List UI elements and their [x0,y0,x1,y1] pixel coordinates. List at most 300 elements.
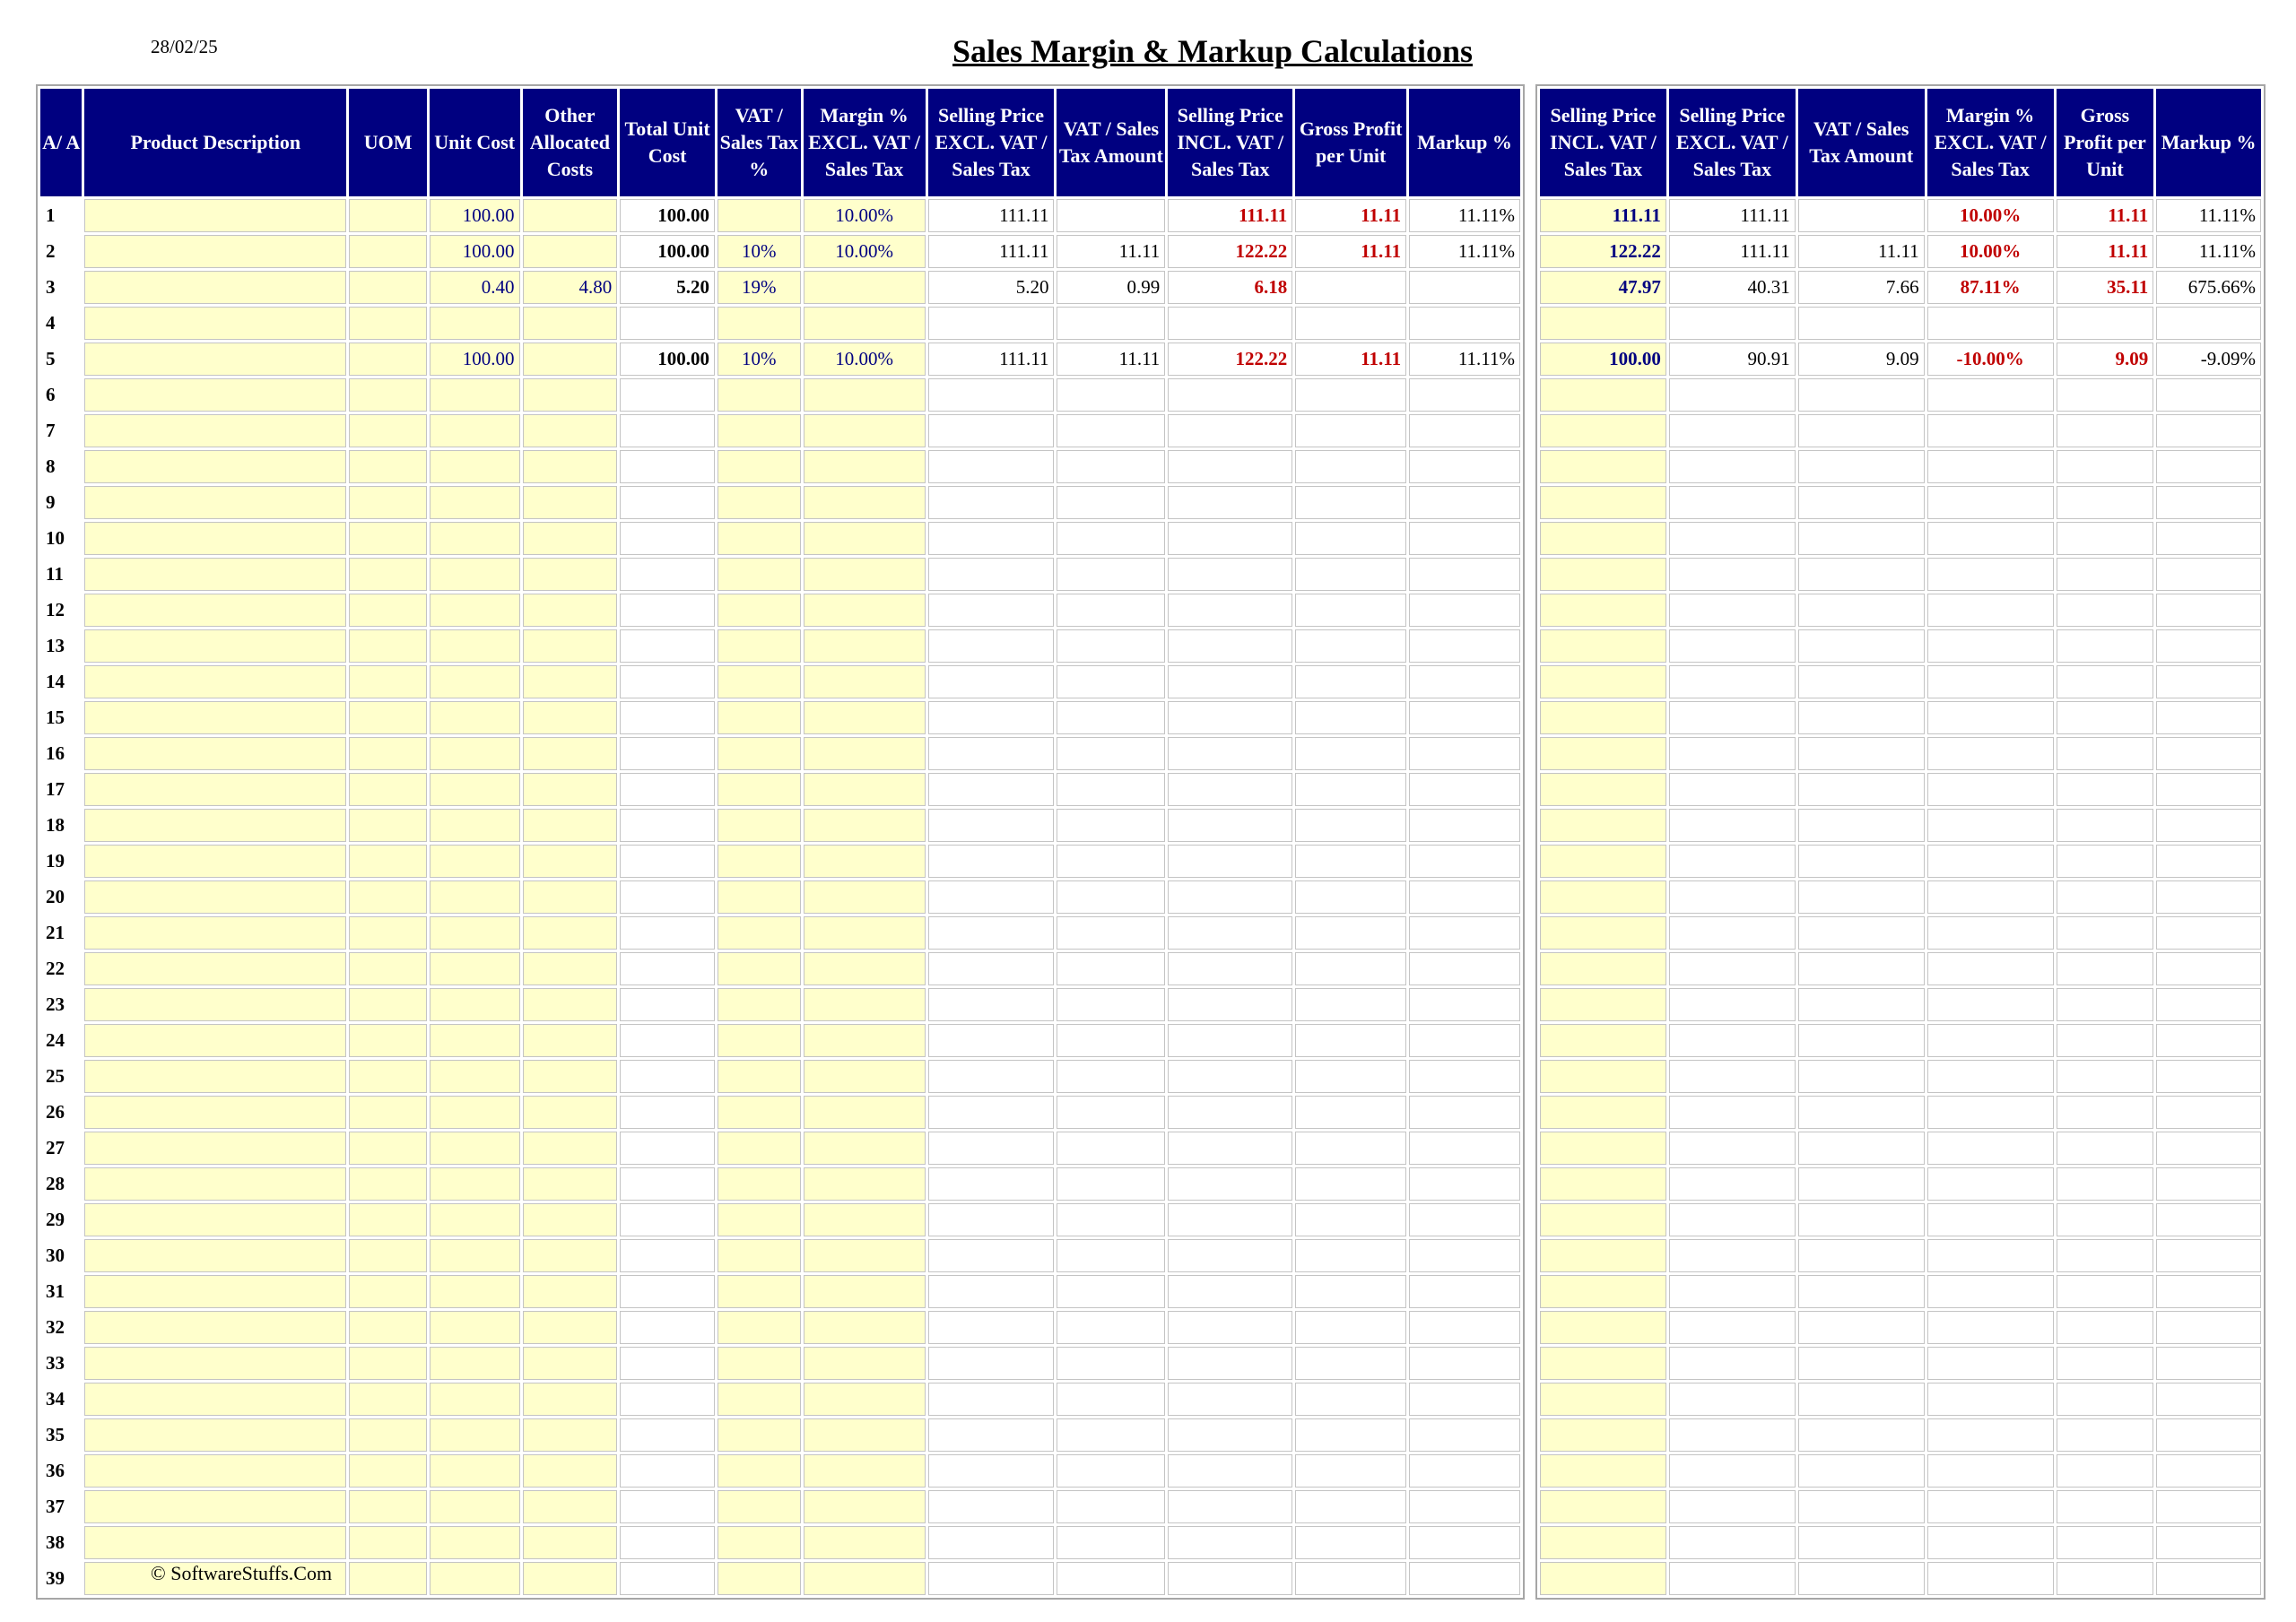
left-cell-desc[interactable] [84,916,346,950]
left-cell-vat-pct[interactable] [718,629,801,663]
left-cell-margin[interactable]: 10.00% [804,343,926,376]
left-cell-vat-pct[interactable] [718,701,801,734]
left-cell-markup [1409,629,1520,663]
left-cell-other[interactable] [523,594,618,627]
left-cell-desc[interactable] [84,378,346,412]
left-table-row [40,522,1520,555]
left-cell-vat-pct[interactable] [718,450,801,483]
right-cell-r-sp-incl[interactable] [1540,988,1666,1021]
left-cell-desc[interactable] [84,1454,346,1488]
left-cell-other[interactable] [523,845,618,878]
left-cell-unit-cost[interactable] [430,952,520,985]
left-cell-n: 28 [46,1173,65,1194]
left-cell-vat-pct[interactable] [718,1347,801,1380]
left-cell-desc[interactable] [84,1132,346,1165]
left-cell-uom[interactable] [349,1311,427,1344]
left-cell-desc[interactable] [84,1311,346,1344]
left-cell-uom[interactable] [349,737,427,770]
left-cell-n: 14 [46,671,65,692]
right-cell-r-sp-incl[interactable] [1540,1096,1666,1129]
left-cell-vat-pct[interactable] [718,1167,801,1201]
left-cell-other[interactable] [523,1203,618,1236]
left-cell-margin[interactable] [804,450,926,483]
left-cell-margin[interactable] [804,1203,926,1236]
left-cell-other[interactable] [523,307,618,340]
right-cell-r-sp-incl[interactable] [1540,809,1666,842]
left-cell-unit-cost[interactable] [430,1383,520,1416]
right-table-row [1540,1096,2261,1129]
left-cell-desc[interactable] [84,450,346,483]
left-cell-vat-pct[interactable] [718,809,801,842]
left-cell-uom[interactable] [349,486,427,519]
left-cell-unit-cost[interactable] [430,701,520,734]
left-cell-other[interactable] [523,1024,618,1057]
right-cell-r-sp-incl[interactable] [1540,307,1666,340]
left-cell-margin[interactable] [804,1096,926,1129]
left-cell-other[interactable] [523,1275,618,1308]
left-cell-vat-pct[interactable] [718,880,801,914]
right-cell-r-sp-incl[interactable] [1540,1275,1666,1308]
left-cell-vat-pct[interactable] [718,988,801,1021]
right-cell-r-sp-incl[interactable] [1540,1203,1666,1236]
left-cell-margin[interactable] [804,1311,926,1344]
left-cell-uom[interactable] [349,594,427,627]
right-cell-r-sp-incl[interactable] [1540,1526,1666,1559]
left-cell-other[interactable] [523,1562,618,1595]
left-cell-other[interactable] [523,522,618,555]
left-cell-margin[interactable] [804,1275,926,1308]
left-cell-margin[interactable] [804,1132,926,1165]
right-cell-r-sp-incl[interactable] [1540,629,1666,663]
left-cell-other[interactable] [523,343,618,376]
left-cell-uom[interactable] [349,988,427,1021]
left-cell-vat-pct[interactable] [718,916,801,950]
left-cell-margin[interactable] [804,1526,926,1559]
left-cell-uom[interactable] [349,1203,427,1236]
left-cell-unit-cost[interactable] [430,1562,520,1595]
right-cell-r-sp-incl[interactable]: 111.11 [1540,199,1666,232]
left-cell-unit-cost[interactable] [430,1490,520,1523]
left-cell-uom[interactable] [349,809,427,842]
left-cell-other[interactable] [523,1383,618,1416]
left-cell-unit-cost[interactable] [430,737,520,770]
left-cell-uom[interactable] [349,1167,427,1201]
left-cell-margin[interactable]: 10.00% [804,235,926,268]
left-cell-uom[interactable] [349,1096,427,1129]
left-cell-other[interactable] [523,988,618,1021]
left-cell-margin[interactable] [804,880,926,914]
left-cell-unit-cost[interactable] [430,522,520,555]
left-cell-unit-cost[interactable] [430,307,520,340]
left-cell-uom[interactable] [349,1239,427,1272]
right-cell-r-sp-incl[interactable] [1540,450,1666,483]
right-table-row [1540,1060,2261,1093]
left-cell-unit-cost[interactable] [430,1347,520,1380]
left-cell-vat-amt [1057,916,1165,950]
right-table-row [1540,988,2261,1021]
right-cell-r-sp-incl[interactable] [1540,880,1666,914]
left-cell-margin[interactable] [804,916,926,950]
right-cell-r-sp-incl[interactable] [1540,1024,1666,1057]
left-cell-unit-cost[interactable] [430,916,520,950]
left-cell-desc[interactable] [84,1347,346,1380]
left-cell-uom[interactable] [349,558,427,591]
left-cell-desc[interactable] [84,1024,346,1057]
right-cell-r-markup [2156,1383,2261,1416]
left-cell-vat-amt [1057,594,1165,627]
left-cell-vat-pct[interactable] [718,199,801,232]
left-cell-sp-excl [928,988,1055,1021]
left-cell-desc[interactable] [84,880,346,914]
left-cell-margin[interactable] [804,1383,926,1416]
left-cell-margin[interactable] [804,665,926,698]
left-table-row [40,1132,1520,1165]
left-cell-desc[interactable] [84,235,346,268]
left-cell-uom[interactable] [349,307,427,340]
left-cell-other[interactable] [523,809,618,842]
left-cell-uom[interactable] [349,1132,427,1165]
left-cell-unit-cost[interactable] [430,1060,520,1093]
left-cell-uom[interactable] [349,1490,427,1523]
right-cell-r-sp-incl[interactable] [1540,594,1666,627]
right-cell-r-sp-incl[interactable] [1540,1562,1666,1595]
right-cell-r-sp-incl[interactable]: 122.22 [1540,235,1666,268]
left-cell-margin[interactable]: 10.00% [804,199,926,232]
left-cell-unit-cost[interactable] [430,1454,520,1488]
left-cell-unit-cost[interactable]: 0.40 [430,271,520,304]
left-cell-other[interactable] [523,235,618,268]
right-cell-r-sp-incl[interactable] [1540,1167,1666,1201]
right-cell-r-sp-incl[interactable] [1540,1490,1666,1523]
left-cell-unit-cost[interactable] [430,1203,520,1236]
left-cell-vat-pct[interactable] [718,773,801,806]
left-cell-vat-pct[interactable] [718,1060,801,1093]
left-cell-margin[interactable] [804,845,926,878]
right-cell-r-margin [1927,1060,2054,1093]
left-cell-margin[interactable] [804,952,926,985]
left-cell-uom[interactable] [349,522,427,555]
left-cell-vat-pct[interactable] [718,1096,801,1129]
left-cell-sp-excl [928,629,1055,663]
left-cell-other[interactable] [523,199,618,232]
left-cell-vat-pct[interactable] [718,1526,801,1559]
left-cell-desc[interactable] [84,1096,346,1129]
left-cell-other[interactable] [523,665,618,698]
left-cell-unit-cost[interactable] [430,1526,520,1559]
left-cell-desc[interactable] [84,1490,346,1523]
left-cell-vat-pct[interactable] [718,1490,801,1523]
left-cell-sp-excl [928,1347,1055,1380]
left-cell-desc[interactable] [84,1418,346,1452]
left-cell-other[interactable] [523,916,618,950]
right-cell-r-sp-incl[interactable]: 47.97 [1540,271,1666,304]
left-cell-vat-pct[interactable]: 10% [718,235,801,268]
left-cell-desc[interactable] [84,307,346,340]
left-cell-vat-pct[interactable] [718,558,801,591]
left-cell-uom[interactable] [349,629,427,663]
right-cell-r-sp-incl[interactable] [1540,845,1666,878]
right-cell-r-sp-excl [1669,737,1796,770]
left-cell-desc[interactable] [84,1239,346,1272]
left-cell-unit-cost[interactable] [430,880,520,914]
left-cell-desc[interactable] [84,558,346,591]
left-cell-desc[interactable] [84,271,346,304]
left-cell-uom[interactable] [349,414,427,447]
right-cell-r-sp-incl[interactable] [1540,1383,1666,1416]
right-cell-r-sp-incl[interactable]: 100.00 [1540,343,1666,376]
left-cell-desc[interactable] [84,343,346,376]
right-cell-r-vat-amt [1798,450,1925,483]
left-cell-uom[interactable] [349,199,427,232]
left-cell-margin[interactable] [804,1167,926,1201]
left-cell-n: 9 [46,491,56,513]
left-cell-desc[interactable] [84,988,346,1021]
left-cell-margin[interactable] [804,1060,926,1093]
right-cell-r-sp-incl[interactable] [1540,558,1666,591]
left-cell-margin[interactable] [804,1418,926,1452]
left-cell-desc[interactable] [84,952,346,985]
right-cell-r-sp-incl[interactable] [1540,1060,1666,1093]
left-cell-margin[interactable] [804,1490,926,1523]
left-cell-desc[interactable] [84,199,346,232]
left-cell-unit-cost[interactable] [430,558,520,591]
left-cell-vat-pct[interactable] [718,845,801,878]
left-cell-unit-cost[interactable] [430,1132,520,1165]
left-cell-desc[interactable] [84,594,346,627]
left-cell-vat-pct[interactable] [718,522,801,555]
right-cell-r-sp-incl[interactable] [1540,773,1666,806]
left-cell-uom[interactable] [349,378,427,412]
left-cell-vat-pct[interactable]: 19% [718,271,801,304]
left-cell-margin[interactable] [804,271,926,304]
left-cell-margin[interactable] [804,809,926,842]
left-cell-other[interactable] [523,1418,618,1452]
left-cell-uom[interactable] [349,845,427,878]
left-cell-vat-pct[interactable] [718,378,801,412]
left-cell-uom[interactable] [349,235,427,268]
left-cell-unit-cost[interactable] [430,378,520,412]
left-cell-total [620,1132,715,1165]
left-cell-uom[interactable] [349,1024,427,1057]
left-cell-vat-pct[interactable] [718,1132,801,1165]
left-cell-n: 33 [46,1352,65,1374]
left-cell-gp [1295,773,1406,806]
left-cell-desc[interactable] [84,414,346,447]
left-cell-unit-cost[interactable] [430,1024,520,1057]
left-cell-unit-cost[interactable] [430,988,520,1021]
left-cell-unit-cost[interactable] [430,665,520,698]
left-cell-vat-pct[interactable] [718,307,801,340]
left-cell-other[interactable] [523,1347,618,1380]
right-cell-r-sp-incl[interactable] [1540,701,1666,734]
left-cell-uom[interactable] [349,665,427,698]
left-cell-desc[interactable] [84,737,346,770]
left-cell-margin[interactable] [804,486,926,519]
left-cell-other[interactable] [523,1490,618,1523]
left-cell-other[interactable] [523,414,618,447]
right-cell-r-gp [2057,1024,2154,1057]
left-cell-unit-cost[interactable] [430,414,520,447]
left-cell-unit-cost[interactable] [430,1418,520,1452]
left-cell-unit-cost[interactable] [430,809,520,842]
left-cell-unit-cost[interactable] [430,629,520,663]
left-cell-uom[interactable] [349,952,427,985]
left-cell-desc[interactable] [84,1060,346,1093]
left-cell-unit-cost[interactable] [430,1239,520,1272]
left-cell-desc[interactable] [84,1203,346,1236]
left-cell-uom[interactable] [349,1454,427,1488]
left-cell-margin[interactable] [804,594,926,627]
left-cell-vat-pct[interactable] [718,486,801,519]
right-cell-r-sp-incl[interactable] [1540,1454,1666,1488]
left-cell-vat-pct[interactable] [718,737,801,770]
left-cell-unit-cost[interactable] [430,845,520,878]
left-cell-margin[interactable] [804,773,926,806]
left-cell-unit-cost[interactable] [430,450,520,483]
left-cell-unit-cost[interactable]: 100.00 [430,235,520,268]
right-cell-r-sp-incl[interactable] [1540,1418,1666,1452]
left-cell-uom[interactable] [349,916,427,950]
left-cell-vat-pct[interactable] [718,952,801,985]
right-cell-r-margin [1927,594,2054,627]
right-cell-r-sp-incl[interactable] [1540,916,1666,950]
left-cell-uom[interactable] [349,1275,427,1308]
left-cell-unit-cost[interactable] [430,1096,520,1129]
left-cell-vat-pct[interactable] [718,1562,801,1595]
right-cell-r-sp-incl[interactable] [1540,737,1666,770]
left-cell-other[interactable] [523,737,618,770]
left-cell-other[interactable] [523,1454,618,1488]
left-cell-unit-cost[interactable] [430,1311,520,1344]
left-cell-other[interactable] [523,773,618,806]
left-cell-margin[interactable] [804,558,926,591]
left-cell-unit-cost[interactable] [430,1275,520,1308]
left-cell-vat-pct[interactable] [718,414,801,447]
right-cell-r-margin [1927,522,2054,555]
left-cell-uom[interactable] [349,450,427,483]
left-cell-other[interactable] [523,629,618,663]
left-cell-vat-pct[interactable] [718,1418,801,1452]
left-cell-margin[interactable] [804,522,926,555]
left-cell-gp [1295,952,1406,985]
left-cell-uom[interactable] [349,1562,427,1595]
left-cell-total [620,1454,715,1488]
left-cell-desc[interactable] [84,665,346,698]
left-cell-other[interactable] [523,880,618,914]
left-cell-unit-cost[interactable] [430,486,520,519]
right-cell-r-sp-incl[interactable] [1540,1311,1666,1344]
left-cell-unit-cost[interactable] [430,773,520,806]
left-cell-desc[interactable] [84,773,346,806]
left-cell-other[interactable] [523,701,618,734]
left-cell-desc[interactable] [84,1383,346,1416]
left-cell-margin[interactable] [804,1562,926,1595]
right-cell-r-sp-incl[interactable] [1540,1239,1666,1272]
right-cell-r-sp-incl[interactable] [1540,486,1666,519]
left-cell-margin[interactable] [804,1024,926,1057]
left-cell-desc[interactable] [84,701,346,734]
left-cell-other[interactable] [523,1096,618,1129]
right-cell-r-sp-incl[interactable] [1540,1347,1666,1380]
left-cell-vat-pct[interactable] [718,665,801,698]
left-cell-desc[interactable] [84,809,346,842]
left-cell-vat-pct[interactable] [718,1311,801,1344]
left-cell-margin[interactable] [804,629,926,663]
left-cell-vat-pct[interactable] [718,594,801,627]
left-cell-vat-pct[interactable]: 10% [718,343,801,376]
left-cell-unit-cost[interactable] [430,1167,520,1201]
left-cell-uom[interactable] [349,880,427,914]
left-cell-unit-cost[interactable]: 100.00 [430,199,520,232]
left-cell-uom[interactable] [349,271,427,304]
left-cell-desc[interactable] [84,1275,346,1308]
right-cell-r-sp-incl[interactable] [1540,378,1666,412]
left-cell-other[interactable] [523,378,618,412]
right-cell-r-sp-incl[interactable] [1540,414,1666,447]
left-cell-other[interactable] [523,1132,618,1165]
left-cell-vat-pct[interactable] [718,1239,801,1272]
left-cell-other[interactable]: 4.80 [523,271,618,304]
right-cell-r-sp-incl[interactable] [1540,522,1666,555]
left-cell-margin[interactable] [804,414,926,447]
left-cell-desc[interactable] [84,522,346,555]
left-cell-margin[interactable] [804,307,926,340]
left-cell-uom[interactable] [349,1526,427,1559]
left-cell-unit-cost[interactable] [430,594,520,627]
left-cell-other[interactable] [523,1239,618,1272]
left-cell-desc[interactable] [84,845,346,878]
right-cell-r-sp-incl[interactable] [1540,1132,1666,1165]
right-cell-r-markup [2156,594,2261,627]
left-cell-desc[interactable] [84,486,346,519]
left-cell-margin[interactable] [804,378,926,412]
left-cell-margin[interactable] [804,1239,926,1272]
left-cell-other[interactable] [523,1060,618,1093]
left-cell-margin[interactable] [804,737,926,770]
left-cell-margin[interactable] [804,701,926,734]
left-cell-other[interactable] [523,558,618,591]
left-cell-vat-pct[interactable] [718,1275,801,1308]
left-cell-other[interactable] [523,450,618,483]
left-cell-uom[interactable] [349,1383,427,1416]
left-cell-vat-pct[interactable] [718,1383,801,1416]
left-cell-uom[interactable] [349,773,427,806]
left-cell-other[interactable] [523,952,618,985]
left-cell-other[interactable] [523,1167,618,1201]
left-cell-uom[interactable] [349,1060,427,1093]
left-cell-n: 29 [46,1209,65,1230]
left-cell-other[interactable] [523,1526,618,1559]
left-cell-margin[interactable] [804,988,926,1021]
left-cell-uom[interactable] [349,1347,427,1380]
left-cell-other[interactable] [523,1311,618,1344]
left-cell-desc[interactable] [84,1526,346,1559]
left-cell-vat-pct[interactable] [718,1024,801,1057]
left-cell-uom[interactable] [349,701,427,734]
left-cell-vat-pct[interactable] [718,1203,801,1236]
left-cell-vat-pct[interactable] [718,1454,801,1488]
left-cell-unit-cost[interactable]: 100.00 [430,343,520,376]
left-cell-margin[interactable] [804,1347,926,1380]
left-cell-desc[interactable] [84,629,346,663]
left-cell-uom[interactable] [349,1418,427,1452]
left-cell-uom[interactable] [349,343,427,376]
left-cell-other[interactable] [523,486,618,519]
left-cell-desc[interactable] [84,1167,346,1201]
right-cell-r-sp-incl[interactable] [1540,665,1666,698]
right-cell-r-sp-incl[interactable] [1540,952,1666,985]
left-cell-margin[interactable] [804,1454,926,1488]
